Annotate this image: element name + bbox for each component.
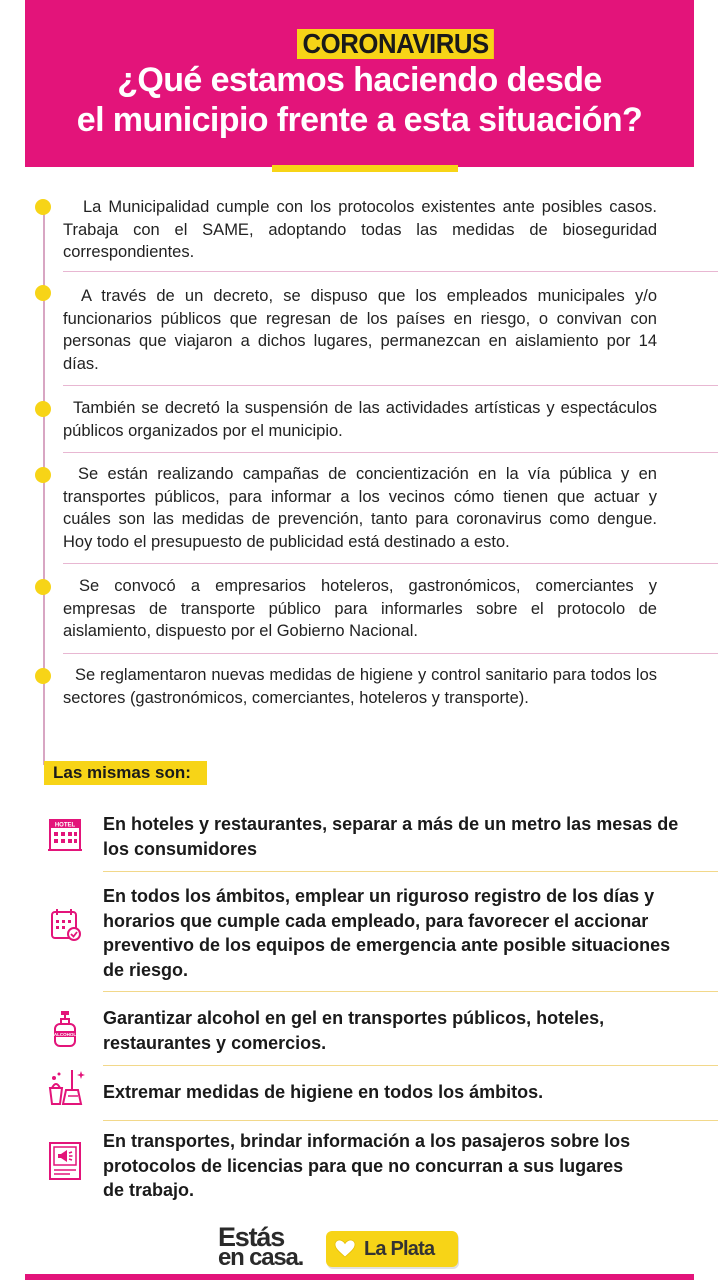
footer-bar [25, 1274, 694, 1280]
measure-text: Extremar medidas de higiene en todos los ámbitos. [103, 1082, 544, 1102]
action-text: Se convocó a empresarios hoteleros, gastronómicos, comerciantes y empresas de transporte público para informarles sobre el protocolo de aislamiento, dispuesto por el Gobierno Nacional. [63, 577, 657, 640]
divider [103, 871, 718, 872]
divider [63, 653, 718, 654]
measure-text: Garantizar alcohol en gel en transportes públicos, hoteles, restaurantes y comercios. [103, 1008, 605, 1053]
bullet-dot-icon [35, 579, 51, 595]
alcohol-label-text: ALCOHOL [53, 1032, 77, 1037]
bullet-dot-icon [35, 199, 51, 215]
divider [63, 271, 718, 272]
divider [103, 991, 718, 992]
campaign-logo [218, 1224, 320, 1270]
action-text: Se están realizando campañas de concientización en la vía pública y en transportes públicos, para informar a los vecinos cómo tienen que actuar y cuáles son las medidas de prevención, tanto para coronavirus como dengue. Hoy todo el presupuesto de publicidad está destinado a esto. [63, 465, 657, 551]
divider [63, 563, 718, 564]
divider [63, 452, 718, 453]
bullet-dot-icon [35, 467, 51, 483]
page-title [25, 60, 694, 140]
cleaning-icon [44, 1066, 86, 1108]
campaign-logo-line-1: Estás [218, 1222, 285, 1252]
divider [63, 385, 718, 386]
measure-text: En hoteles y restaurantes, separar a más de un metro las mesas de los consumidores [103, 814, 679, 859]
action-text: A través de un decreto, se dispuso que los empleados municipales y/o funcionarios públicos que regresan de los países en riesgo, o convivan con personas que viajaron a dichos lugares, permanezcan en aislamiento por 14 días. [63, 287, 657, 373]
bullet-dot-icon [35, 668, 51, 684]
bullet-dot-icon [35, 401, 51, 417]
action-text: La Municipalidad cumple con los protocolos existentes ante posibles casos. Trabaja con el SAME, adoptando todas las medidas de bioseguridad correspondientes. [63, 198, 657, 261]
announcement-icon [44, 1139, 86, 1181]
measure-text: En transportes, brindar información a los pasajeros sobre los protocolos de licencias para que no concurran a sus lugares de trabajo. [103, 1131, 631, 1200]
campaign-logo-line-2: en casa. [218, 1244, 304, 1271]
bullet-dot-icon [35, 285, 51, 301]
calendar-check-icon [44, 904, 86, 946]
heart-icon [334, 1239, 356, 1259]
measures-heading: Las mismas son: [53, 763, 191, 782]
title-underline [272, 165, 458, 172]
title-line-1: ¿Qué estamos haciendo desde [117, 61, 602, 99]
action-text: Se reglamentaron nuevas medidas de higiene y control sanitario para todos los sectores (gastronómicos, comerciantes, hoteleros y transporte). [63, 666, 657, 707]
city-badge [326, 1231, 458, 1267]
title-line-2: el municipio frente a esta situación? [76, 101, 643, 139]
hotel-sign-text: HOTEL [54, 822, 76, 829]
topic-tag: CORONAVIRUS [297, 29, 494, 59]
divider [103, 1065, 718, 1066]
alcohol-gel-icon [44, 1008, 86, 1050]
action-text: También se decretó la suspensión de las actividades artísticas y espectáculos públicos organizados por el municipio. [63, 399, 657, 440]
header-banner [25, 0, 694, 167]
city-name: La Plata [364, 1238, 435, 1260]
measure-text: En todos los ámbitos, emplear un riguroso registro de los días y horarios que cumple cada empleado, para favorecer el accionar preventivo de los equipos de emergencia ante posible situaciones de riesgo. [103, 886, 671, 980]
divider [103, 1120, 718, 1121]
hotel-icon [44, 812, 86, 854]
